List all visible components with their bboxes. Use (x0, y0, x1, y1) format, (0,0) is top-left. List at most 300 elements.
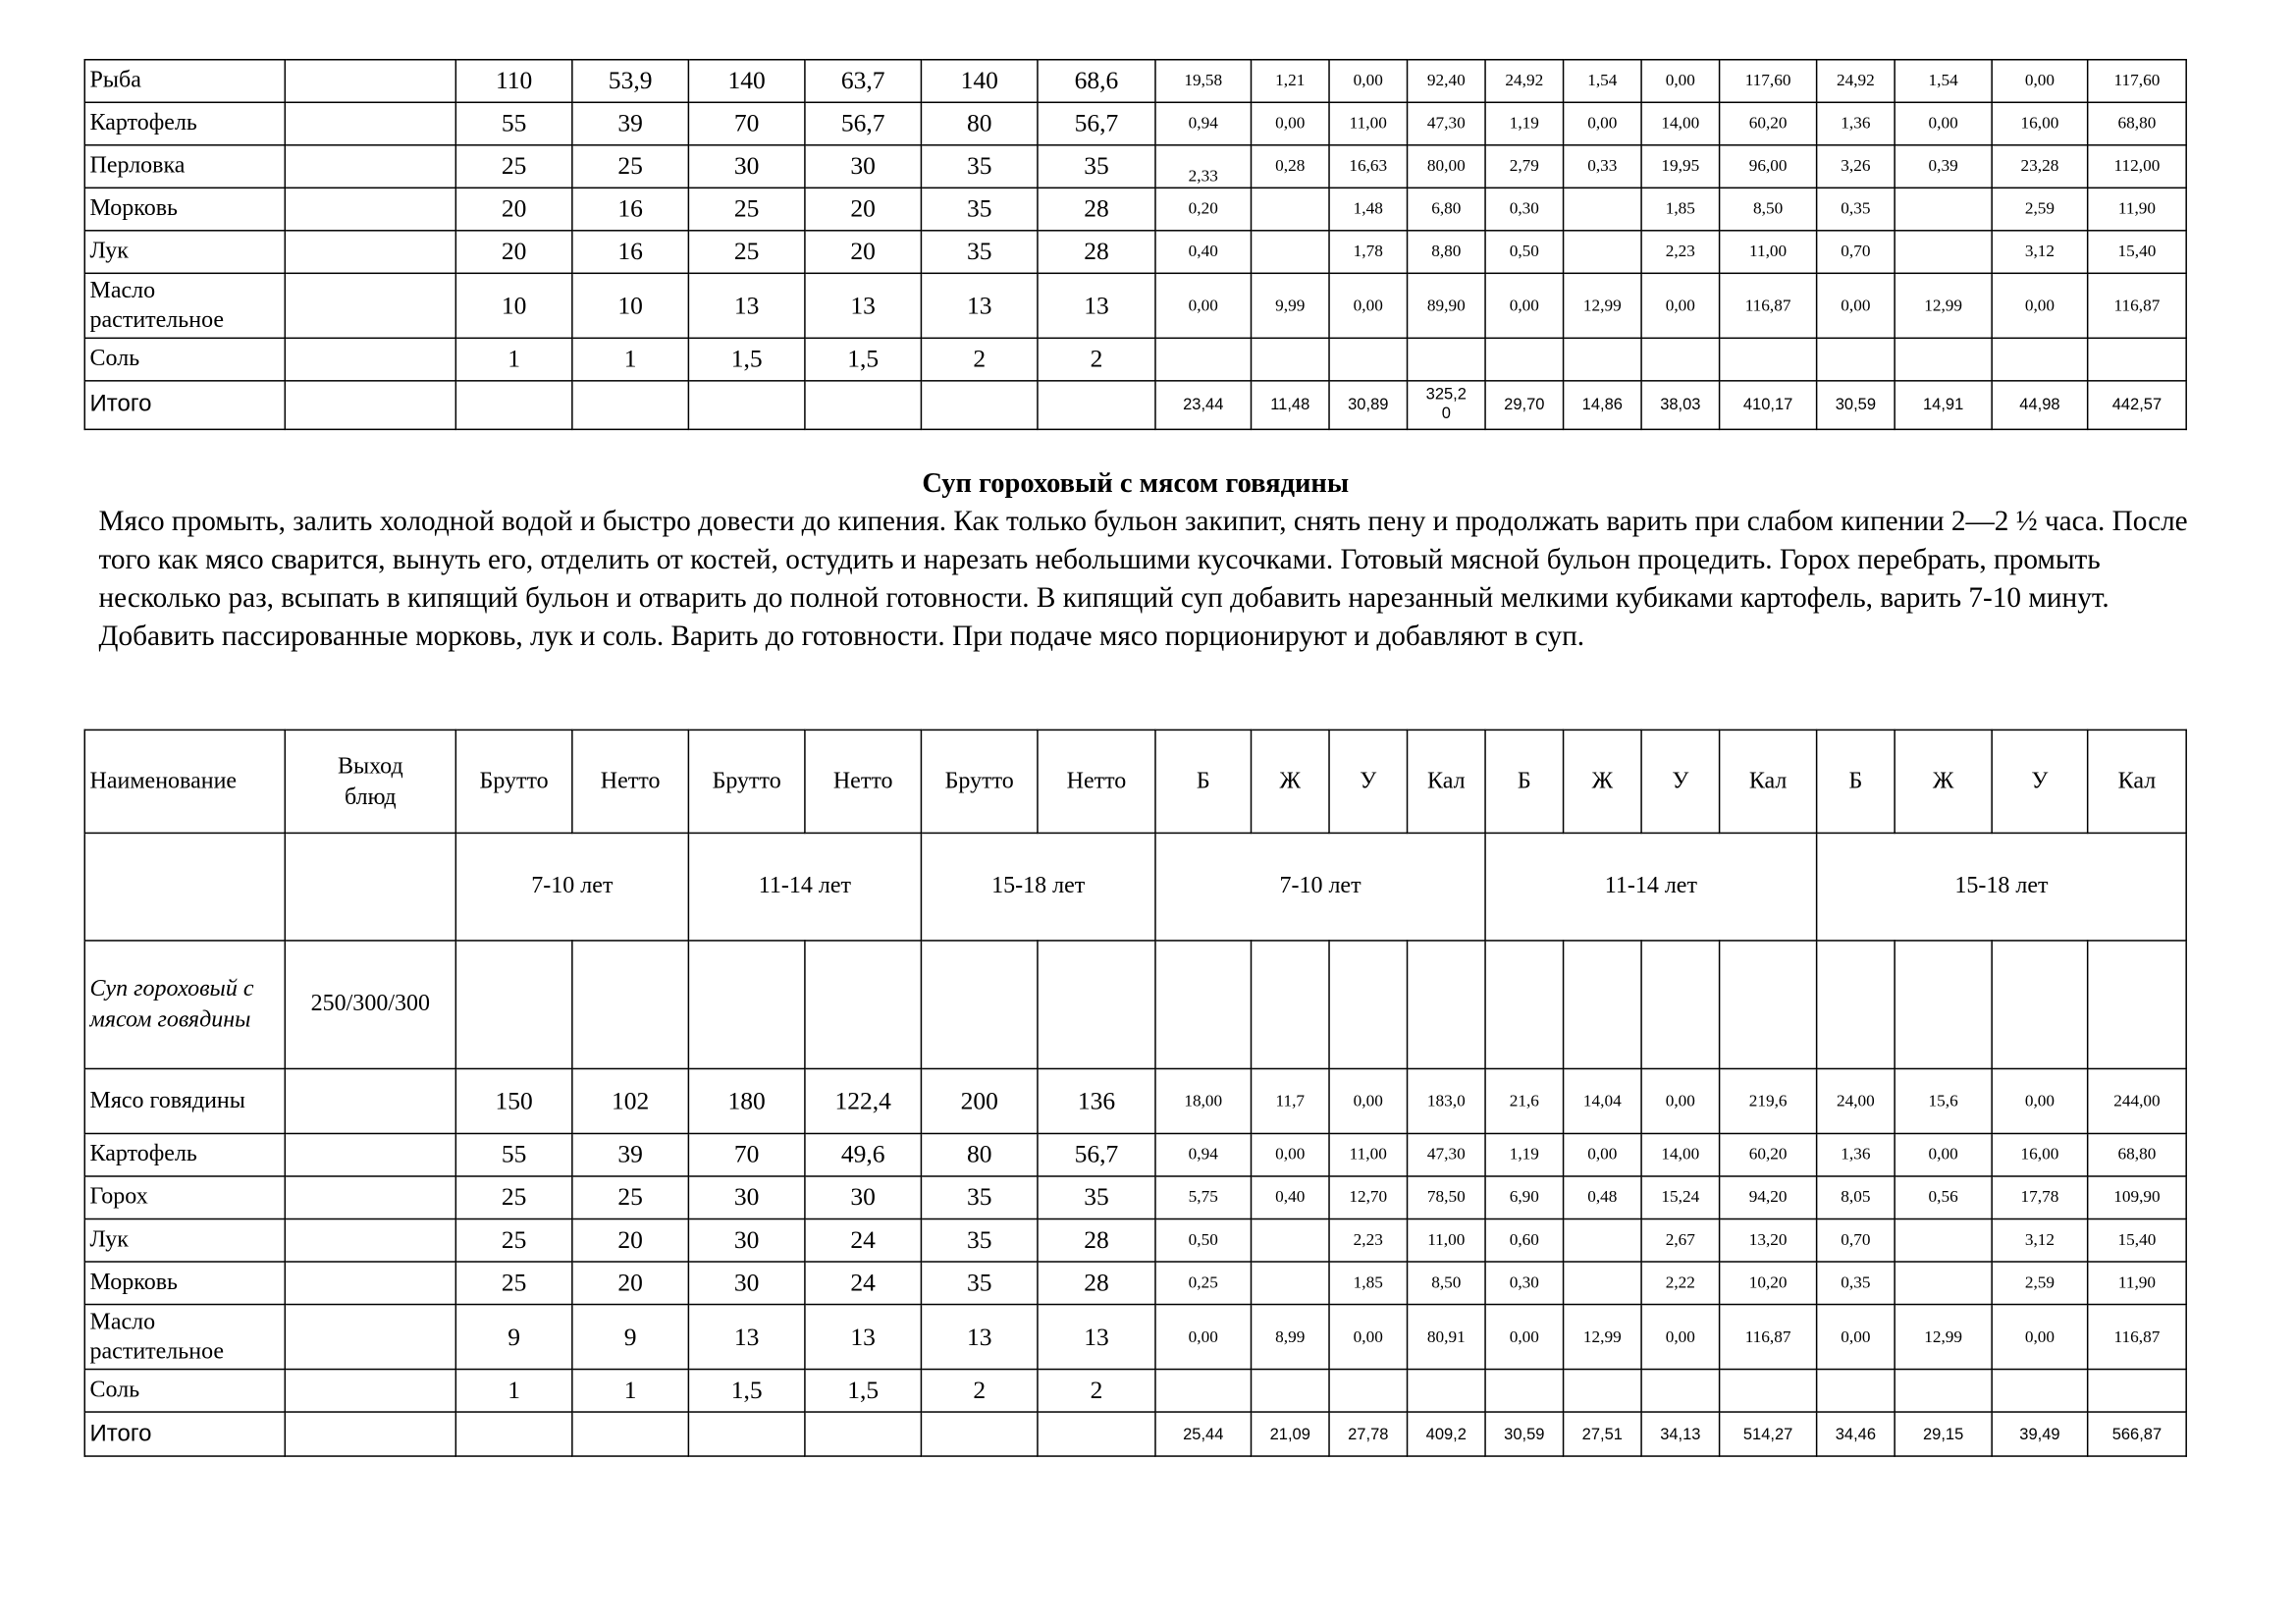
fat-11-14-cell: 0,00 (1564, 102, 1642, 145)
carbs-7-10-cell (1329, 338, 1408, 381)
carbs-7-10-cell: 2,23 (1329, 1218, 1408, 1262)
kcal-11-14-cell: 60,20 (1720, 1133, 1817, 1176)
gross-7-10-cell: 25 (455, 1176, 572, 1219)
total-kcal-7-10: 409,2 (1408, 1412, 1486, 1456)
carbs-7-10-cell: 11,00 (1329, 102, 1408, 145)
total-row (84, 381, 2186, 430)
empty-cell (285, 833, 455, 941)
kcal-7-10-cell: 47,30 (1408, 102, 1486, 145)
carbs-11-14-cell: 2,67 (1641, 1218, 1720, 1262)
net-7-10-cell: 9 (572, 1305, 689, 1370)
kcal-15-18-cell: 11,90 (2088, 188, 2187, 231)
net-11-14-cell: 24 (805, 1218, 922, 1262)
empty-cell (1641, 941, 1720, 1069)
fat-15-18-cell (1895, 1218, 1992, 1262)
header-gross: Брутто (455, 730, 572, 833)
protein-7-10-cell: 0,00 (1155, 1305, 1252, 1370)
empty-cell (572, 941, 689, 1069)
kcal-15-18-cell (2088, 1370, 2187, 1413)
protein-7-10-cell: 0,20 (1155, 188, 1252, 231)
total-row (84, 1412, 2186, 1456)
kcal-7-10-cell (1408, 1370, 1486, 1413)
row-name: Соль (84, 1370, 285, 1413)
net-15-18-cell: 136 (1038, 1068, 1155, 1133)
carbs-15-18-cell: 0,00 (1992, 1068, 2088, 1133)
row-name: Морковь (84, 188, 285, 231)
gross-11-14-cell: 180 (688, 1068, 805, 1133)
total-kcal-15-18: 566,87 (2088, 1412, 2187, 1456)
fat-15-18-cell: 0,00 (1895, 102, 1992, 145)
gross-11-14-cell: 70 (688, 102, 805, 145)
gross-11-14-cell: 30 (688, 1262, 805, 1305)
nutrition-table-pea-soup (84, 730, 2187, 1457)
gross-15-18-cell: 80 (921, 1133, 1038, 1176)
net-15-18-cell: 35 (1038, 145, 1155, 189)
total-fat-11-14: 14,86 (1564, 381, 1642, 430)
table-row (84, 1305, 2186, 1370)
header-net: Нетто (572, 730, 689, 833)
net-7-10-cell: 102 (572, 1068, 689, 1133)
total-protein-15-18: 30,59 (1817, 381, 1896, 430)
net-15-18-cell: 28 (1038, 1262, 1155, 1305)
net-11-14-cell: 122,4 (805, 1068, 922, 1133)
carbs-15-18-cell (1992, 1370, 2088, 1413)
gross-15-18-cell: 35 (921, 1262, 1038, 1305)
net-11-14-cell: 13 (805, 1305, 922, 1370)
fat-11-14-cell: 0,48 (1564, 1176, 1642, 1219)
kcal-11-14-cell: 96,00 (1720, 145, 1817, 189)
gross-11-14-cell: 140 (688, 60, 805, 103)
carbs-11-14-cell: 15,24 (1641, 1176, 1720, 1219)
yield-cell (285, 338, 455, 381)
fat-11-14-cell: 0,00 (1564, 1133, 1642, 1176)
kcal-7-10-cell: 78,50 (1408, 1176, 1486, 1219)
total-fat-15-18: 14,91 (1895, 381, 1992, 430)
net-11-14-cell: 20 (805, 231, 922, 274)
protein-15-18-cell: 3,26 (1817, 145, 1896, 189)
table-row (84, 1218, 2186, 1262)
gross-15-18-cell: 35 (921, 231, 1038, 274)
gross-15-18-cell: 80 (921, 102, 1038, 145)
net-7-10-cell: 1 (572, 1370, 689, 1413)
protein-7-10-cell: 5,75 (1155, 1176, 1252, 1219)
row-name: Перловка (84, 145, 285, 189)
yield-cell (285, 1218, 455, 1262)
kcal-11-14-cell: 117,60 (1720, 60, 1817, 103)
kcal-11-14-cell (1720, 338, 1817, 381)
gross-7-10-cell: 1 (455, 338, 572, 381)
carbs-11-14-cell (1641, 338, 1720, 381)
carbs-7-10-cell: 1,85 (1329, 1262, 1408, 1305)
header-kcal: Кал (2088, 730, 2187, 833)
total-protein-11-14: 30,59 (1485, 1412, 1564, 1456)
kcal-7-10-cell: 92,40 (1408, 60, 1486, 103)
fat-15-18-cell: 12,99 (1895, 1305, 1992, 1370)
total-label: Итого (84, 1412, 285, 1456)
carbs-15-18-cell: 2,59 (1992, 1262, 2088, 1305)
total-protein-11-14: 29,70 (1485, 381, 1564, 430)
total-kcal-7-10: 325,2 0 (1408, 381, 1486, 430)
header-net: Нетто (805, 730, 922, 833)
kcal-7-10-cell: 8,80 (1408, 231, 1486, 274)
protein-15-18-cell: 0,00 (1817, 273, 1896, 338)
gross-11-14-cell: 1,5 (688, 1370, 805, 1413)
fat-11-14-cell (1564, 188, 1642, 231)
age-group-label: 7-10 лет (1155, 833, 1485, 941)
fat-7-10-cell: 1,21 (1252, 60, 1330, 103)
net-7-10-cell: 39 (572, 102, 689, 145)
kcal-11-14-cell: 116,87 (1720, 273, 1817, 338)
protein-7-10-cell: 0,00 (1155, 273, 1252, 338)
total-cell (285, 381, 455, 430)
fat-7-10-cell (1252, 1262, 1330, 1305)
carbs-7-10-cell: 1,78 (1329, 231, 1408, 274)
total-cell (921, 381, 1038, 430)
row-name: Лук (84, 231, 285, 274)
gross-15-18-cell: 2 (921, 338, 1038, 381)
carbs-11-14-cell: 0,00 (1641, 1305, 1720, 1370)
total-kcal-11-14: 514,27 (1720, 1412, 1817, 1456)
header-gross: Брутто (688, 730, 805, 833)
carbs-15-18-cell (1992, 338, 2088, 381)
empty-cell (805, 941, 922, 1069)
gross-15-18-cell: 200 (921, 1068, 1038, 1133)
fat-15-18-cell (1895, 188, 1992, 231)
age-group-label: 15-18 лет (921, 833, 1155, 941)
fat-11-14-cell: 12,99 (1564, 1305, 1642, 1370)
empty-cell (1992, 941, 2088, 1069)
table-row (84, 338, 2186, 381)
fat-7-10-cell: 0,00 (1252, 1133, 1330, 1176)
total-protein-15-18: 34,46 (1817, 1412, 1896, 1456)
carbs-11-14-cell (1641, 1370, 1720, 1413)
carbs-11-14-cell: 0,00 (1641, 60, 1720, 103)
net-7-10-cell: 20 (572, 1218, 689, 1262)
kcal-15-18-cell: 68,80 (2088, 1133, 2187, 1176)
protein-15-18-cell: 0,35 (1817, 1262, 1896, 1305)
gross-15-18-cell: 35 (921, 1176, 1038, 1219)
protein-15-18-cell (1817, 1370, 1896, 1413)
kcal-15-18-cell: 11,90 (2088, 1262, 2187, 1305)
net-15-18-cell: 13 (1038, 1305, 1155, 1370)
protein-11-14-cell (1485, 1370, 1564, 1413)
table-row (84, 1262, 2186, 1305)
net-15-18-cell: 2 (1038, 1370, 1155, 1413)
gross-7-10-cell: 25 (455, 1218, 572, 1262)
carbs-7-10-cell: 0,00 (1329, 1305, 1408, 1370)
table-row (84, 60, 2186, 103)
protein-11-14-cell: 6,90 (1485, 1176, 1564, 1219)
carbs-15-18-cell: 0,00 (1992, 273, 2088, 338)
fat-7-10-cell (1252, 338, 1330, 381)
fat-11-14-cell: 1,54 (1564, 60, 1642, 103)
total-kcal-11-14: 410,17 (1720, 381, 1817, 430)
kcal-15-18-cell: 112,00 (2088, 145, 2187, 189)
row-name: Картофель (84, 1133, 285, 1176)
dish-row (84, 941, 2186, 1069)
protein-11-14-cell: 0,30 (1485, 188, 1564, 231)
kcal-11-14-cell: 11,00 (1720, 231, 1817, 274)
yield-cell (285, 273, 455, 338)
kcal-15-18-cell (2088, 338, 2187, 381)
protein-7-10-cell: 0,25 (1155, 1262, 1252, 1305)
fat-11-14-cell: 0,33 (1564, 145, 1642, 189)
carbs-15-18-cell: 16,00 (1992, 102, 2088, 145)
header-kcal: Кал (1720, 730, 1817, 833)
header-net: Нетто (1038, 730, 1155, 833)
header-row (84, 730, 2186, 833)
table-row (84, 231, 2186, 274)
net-7-10-cell: 20 (572, 1262, 689, 1305)
gross-11-14-cell: 25 (688, 231, 805, 274)
net-15-18-cell: 56,7 (1038, 1133, 1155, 1176)
net-7-10-cell: 25 (572, 145, 689, 189)
table2-body (84, 730, 2186, 1456)
net-15-18-cell: 35 (1038, 1176, 1155, 1219)
gross-15-18-cell: 35 (921, 188, 1038, 231)
net-11-14-cell: 30 (805, 1176, 922, 1219)
total-kcal-15-18: 442,57 (2088, 381, 2187, 430)
fat-7-10-cell (1252, 231, 1330, 274)
carbs-15-18-cell: 16,00 (1992, 1133, 2088, 1176)
total-protein-7-10: 25,44 (1155, 1412, 1252, 1456)
row-name: Картофель (84, 102, 285, 145)
header-carbs: У (1641, 730, 1720, 833)
total-carbs-7-10: 27,78 (1329, 1412, 1408, 1456)
fat-15-18-cell (1895, 231, 1992, 274)
nutrition-table-fish-soup (84, 59, 2187, 430)
total-cell (285, 1412, 455, 1456)
empty-cell (2088, 941, 2187, 1069)
gross-11-14-cell: 13 (688, 1305, 805, 1370)
empty-cell (1485, 941, 1564, 1069)
yield-cell (285, 1176, 455, 1219)
yield-cell (285, 1262, 455, 1305)
protein-15-18-cell: 0,00 (1817, 1305, 1896, 1370)
gross-11-14-cell: 1,5 (688, 338, 805, 381)
total-cell (1038, 1412, 1155, 1456)
fat-7-10-cell (1252, 1218, 1330, 1262)
net-11-14-cell: 30 (805, 145, 922, 189)
kcal-15-18-cell: 15,40 (2088, 231, 2187, 274)
gross-7-10-cell: 55 (455, 1133, 572, 1176)
empty-cell (1329, 941, 1408, 1069)
fat-15-18-cell: 0,56 (1895, 1176, 1992, 1219)
net-15-18-cell: 13 (1038, 273, 1155, 338)
empty-cell (1155, 941, 1252, 1069)
table-row (84, 273, 2186, 338)
net-7-10-cell: 53,9 (572, 60, 689, 103)
kcal-7-10-cell: 8,50 (1408, 1262, 1486, 1305)
carbs-7-10-cell: 1,48 (1329, 188, 1408, 231)
yield-cell (285, 1305, 455, 1370)
empty-cell (1564, 941, 1642, 1069)
carbs-7-10-cell: 0,00 (1329, 60, 1408, 103)
row-name: Масло растительное (84, 1305, 285, 1370)
carbs-15-18-cell: 3,12 (1992, 231, 2088, 274)
fat-15-18-cell (1895, 338, 1992, 381)
fat-15-18-cell (1895, 1262, 1992, 1305)
header-yield: Выход блюд (285, 730, 455, 833)
row-name: Масло растительное (84, 273, 285, 338)
protein-7-10-cell: 0,94 (1155, 102, 1252, 145)
protein-7-10-cell (1155, 1370, 1252, 1413)
net-7-10-cell: 39 (572, 1133, 689, 1176)
kcal-11-14-cell: 8,50 (1720, 188, 1817, 231)
header-fat: Ж (1564, 730, 1642, 833)
gross-7-10-cell: 9 (455, 1305, 572, 1370)
fat-15-18-cell: 0,39 (1895, 145, 1992, 189)
row-name: Мясо говядины (84, 1068, 285, 1133)
total-label: Итого (84, 381, 285, 430)
protein-11-14-cell: 1,19 (1485, 1133, 1564, 1176)
table-row (84, 1370, 2186, 1413)
kcal-11-14-cell: 13,20 (1720, 1218, 1817, 1262)
net-7-10-cell: 1 (572, 338, 689, 381)
table-row (84, 188, 2186, 231)
total-carbs-15-18: 39,49 (1992, 1412, 2088, 1456)
total-fat-7-10: 11,48 (1252, 381, 1330, 430)
kcal-7-10-cell: 80,00 (1408, 145, 1486, 189)
protein-11-14-cell: 24,92 (1485, 60, 1564, 103)
gross-11-14-cell: 30 (688, 1218, 805, 1262)
kcal-7-10-cell: 89,90 (1408, 273, 1486, 338)
carbs-7-10-cell: 12,70 (1329, 1176, 1408, 1219)
kcal-11-14-cell: 116,87 (1720, 1305, 1817, 1370)
recipe-title: Суп гороховый с мясом говядины (922, 468, 1350, 500)
fat-15-18-cell: 12,99 (1895, 273, 1992, 338)
protein-11-14-cell: 21,6 (1485, 1068, 1564, 1133)
fat-7-10-cell: 0,40 (1252, 1176, 1330, 1219)
fat-15-18-cell (1895, 1370, 1992, 1413)
fat-11-14-cell: 14,04 (1564, 1068, 1642, 1133)
net-11-14-cell: 56,7 (805, 102, 922, 145)
fat-15-18-cell: 0,00 (1895, 1133, 1992, 1176)
carbs-15-18-cell: 0,00 (1992, 60, 2088, 103)
protein-11-14-cell (1485, 338, 1564, 381)
gross-11-14-cell: 13 (688, 273, 805, 338)
fat-7-10-cell: 8,99 (1252, 1305, 1330, 1370)
total-fat-7-10: 21,09 (1252, 1412, 1330, 1456)
net-11-14-cell: 49,6 (805, 1133, 922, 1176)
net-15-18-cell: 2 (1038, 338, 1155, 381)
yield-cell (285, 1370, 455, 1413)
table1-body (84, 60, 2186, 430)
table-row (84, 1176, 2186, 1219)
empty-cell (1408, 941, 1486, 1069)
total-fat-15-18: 29,15 (1895, 1412, 1992, 1456)
net-15-18-cell: 28 (1038, 1218, 1155, 1262)
total-carbs-15-18: 44,98 (1992, 381, 2088, 430)
fat-7-10-cell (1252, 1370, 1330, 1413)
gross-7-10-cell: 25 (455, 1262, 572, 1305)
kcal-7-10-cell: 11,00 (1408, 1218, 1486, 1262)
age-group-label: 7-10 лет (455, 833, 688, 941)
kcal-15-18-cell: 116,87 (2088, 1305, 2187, 1370)
kcal-7-10-cell (1408, 338, 1486, 381)
total-cell (572, 1412, 689, 1456)
header-gross: Брутто (921, 730, 1038, 833)
row-name: Лук (84, 1218, 285, 1262)
gross-11-14-cell: 25 (688, 188, 805, 231)
table-row (84, 1133, 2186, 1176)
yield-cell (285, 145, 455, 189)
gross-11-14-cell: 30 (688, 1176, 805, 1219)
header-fat: Ж (1252, 730, 1330, 833)
header-carbs: У (1992, 730, 2088, 833)
carbs-7-10-cell: 11,00 (1329, 1133, 1408, 1176)
total-cell (455, 381, 572, 430)
net-11-14-cell: 1,5 (805, 338, 922, 381)
protein-11-14-cell: 0,00 (1485, 1305, 1564, 1370)
carbs-7-10-cell: 0,00 (1329, 273, 1408, 338)
total-carbs-11-14: 34,13 (1641, 1412, 1720, 1456)
gross-15-18-cell: 2 (921, 1370, 1038, 1413)
fat-7-10-cell: 0,28 (1252, 145, 1330, 189)
kcal-7-10-cell: 6,80 (1408, 188, 1486, 231)
total-cell (921, 1412, 1038, 1456)
protein-11-14-cell: 1,19 (1485, 102, 1564, 145)
protein-11-14-cell: 0,00 (1485, 273, 1564, 338)
gross-7-10-cell: 55 (455, 102, 572, 145)
kcal-11-14-cell: 60,20 (1720, 102, 1817, 145)
kcal-11-14-cell: 94,20 (1720, 1176, 1817, 1219)
protein-7-10-cell: 0,94 (1155, 1133, 1252, 1176)
net-11-14-cell: 20 (805, 188, 922, 231)
kcal-11-14-cell: 10,20 (1720, 1262, 1817, 1305)
age-group-row (84, 833, 2186, 941)
gross-11-14-cell: 70 (688, 1133, 805, 1176)
dish-name: Суп гороховый с мясом говядины (84, 941, 285, 1069)
header-kcal: Кал (1408, 730, 1486, 833)
recipe-text: Мясо промыть, залить холодной водой и быстро довести до кипения. Как только бульон закипит, снять пену и продолжать варить при слабом кипении 2—2 ½ часа. После того как мясо сварится, вынуть его, отделить от костей, остудить и нарезать небольшими кусочками. Готовый мясной бульон процедить. Горох перебрать, промыть несколько раз, всыпать в кипящий бульон и отварить до полной готовности. В кипящий суп добавить нарезанный мелкими кубиками картофель, варить 7-10 минут. Добавить пассированные морковь, лук и соль. Варить до готовности. При подаче мясо порционируют и добавляют в суп. (98, 507, 2188, 653)
total-cell (805, 1412, 922, 1456)
carbs-7-10-cell: 0,00 (1329, 1068, 1408, 1133)
carbs-11-14-cell: 0,00 (1641, 1068, 1720, 1133)
net-11-14-cell: 13 (805, 273, 922, 338)
empty-cell (1720, 941, 1817, 1069)
row-name: Рыба (84, 60, 285, 103)
protein-11-14-cell: 2,79 (1485, 145, 1564, 189)
protein-7-10-cell (1155, 338, 1252, 381)
gross-7-10-cell: 110 (455, 60, 572, 103)
header-protein: Б (1155, 730, 1252, 833)
carbs-11-14-cell: 2,22 (1641, 1262, 1720, 1305)
carbs-15-18-cell: 0,00 (1992, 1305, 2088, 1370)
protein-11-14-cell: 0,50 (1485, 231, 1564, 274)
protein-15-18-cell: 1,36 (1817, 1133, 1896, 1176)
total-cell (805, 381, 922, 430)
gross-7-10-cell: 20 (455, 231, 572, 274)
fat-7-10-cell: 0,00 (1252, 102, 1330, 145)
empty-cell (1817, 941, 1896, 1069)
protein-11-14-cell: 0,30 (1485, 1262, 1564, 1305)
gross-15-18-cell: 140 (921, 60, 1038, 103)
carbs-11-14-cell: 14,00 (1641, 102, 1720, 145)
net-11-14-cell: 24 (805, 1262, 922, 1305)
dish-yield: 250/300/300 (285, 941, 455, 1069)
empty-cell (1038, 941, 1155, 1069)
gross-15-18-cell: 35 (921, 1218, 1038, 1262)
empty-cell (921, 941, 1038, 1069)
carbs-15-18-cell: 2,59 (1992, 188, 2088, 231)
table-row (84, 145, 2186, 189)
gross-11-14-cell: 30 (688, 145, 805, 189)
empty-cell (688, 941, 805, 1069)
fat-15-18-cell: 1,54 (1895, 60, 1992, 103)
protein-15-18-cell: 24,92 (1817, 60, 1896, 103)
header-protein: Б (1817, 730, 1896, 833)
